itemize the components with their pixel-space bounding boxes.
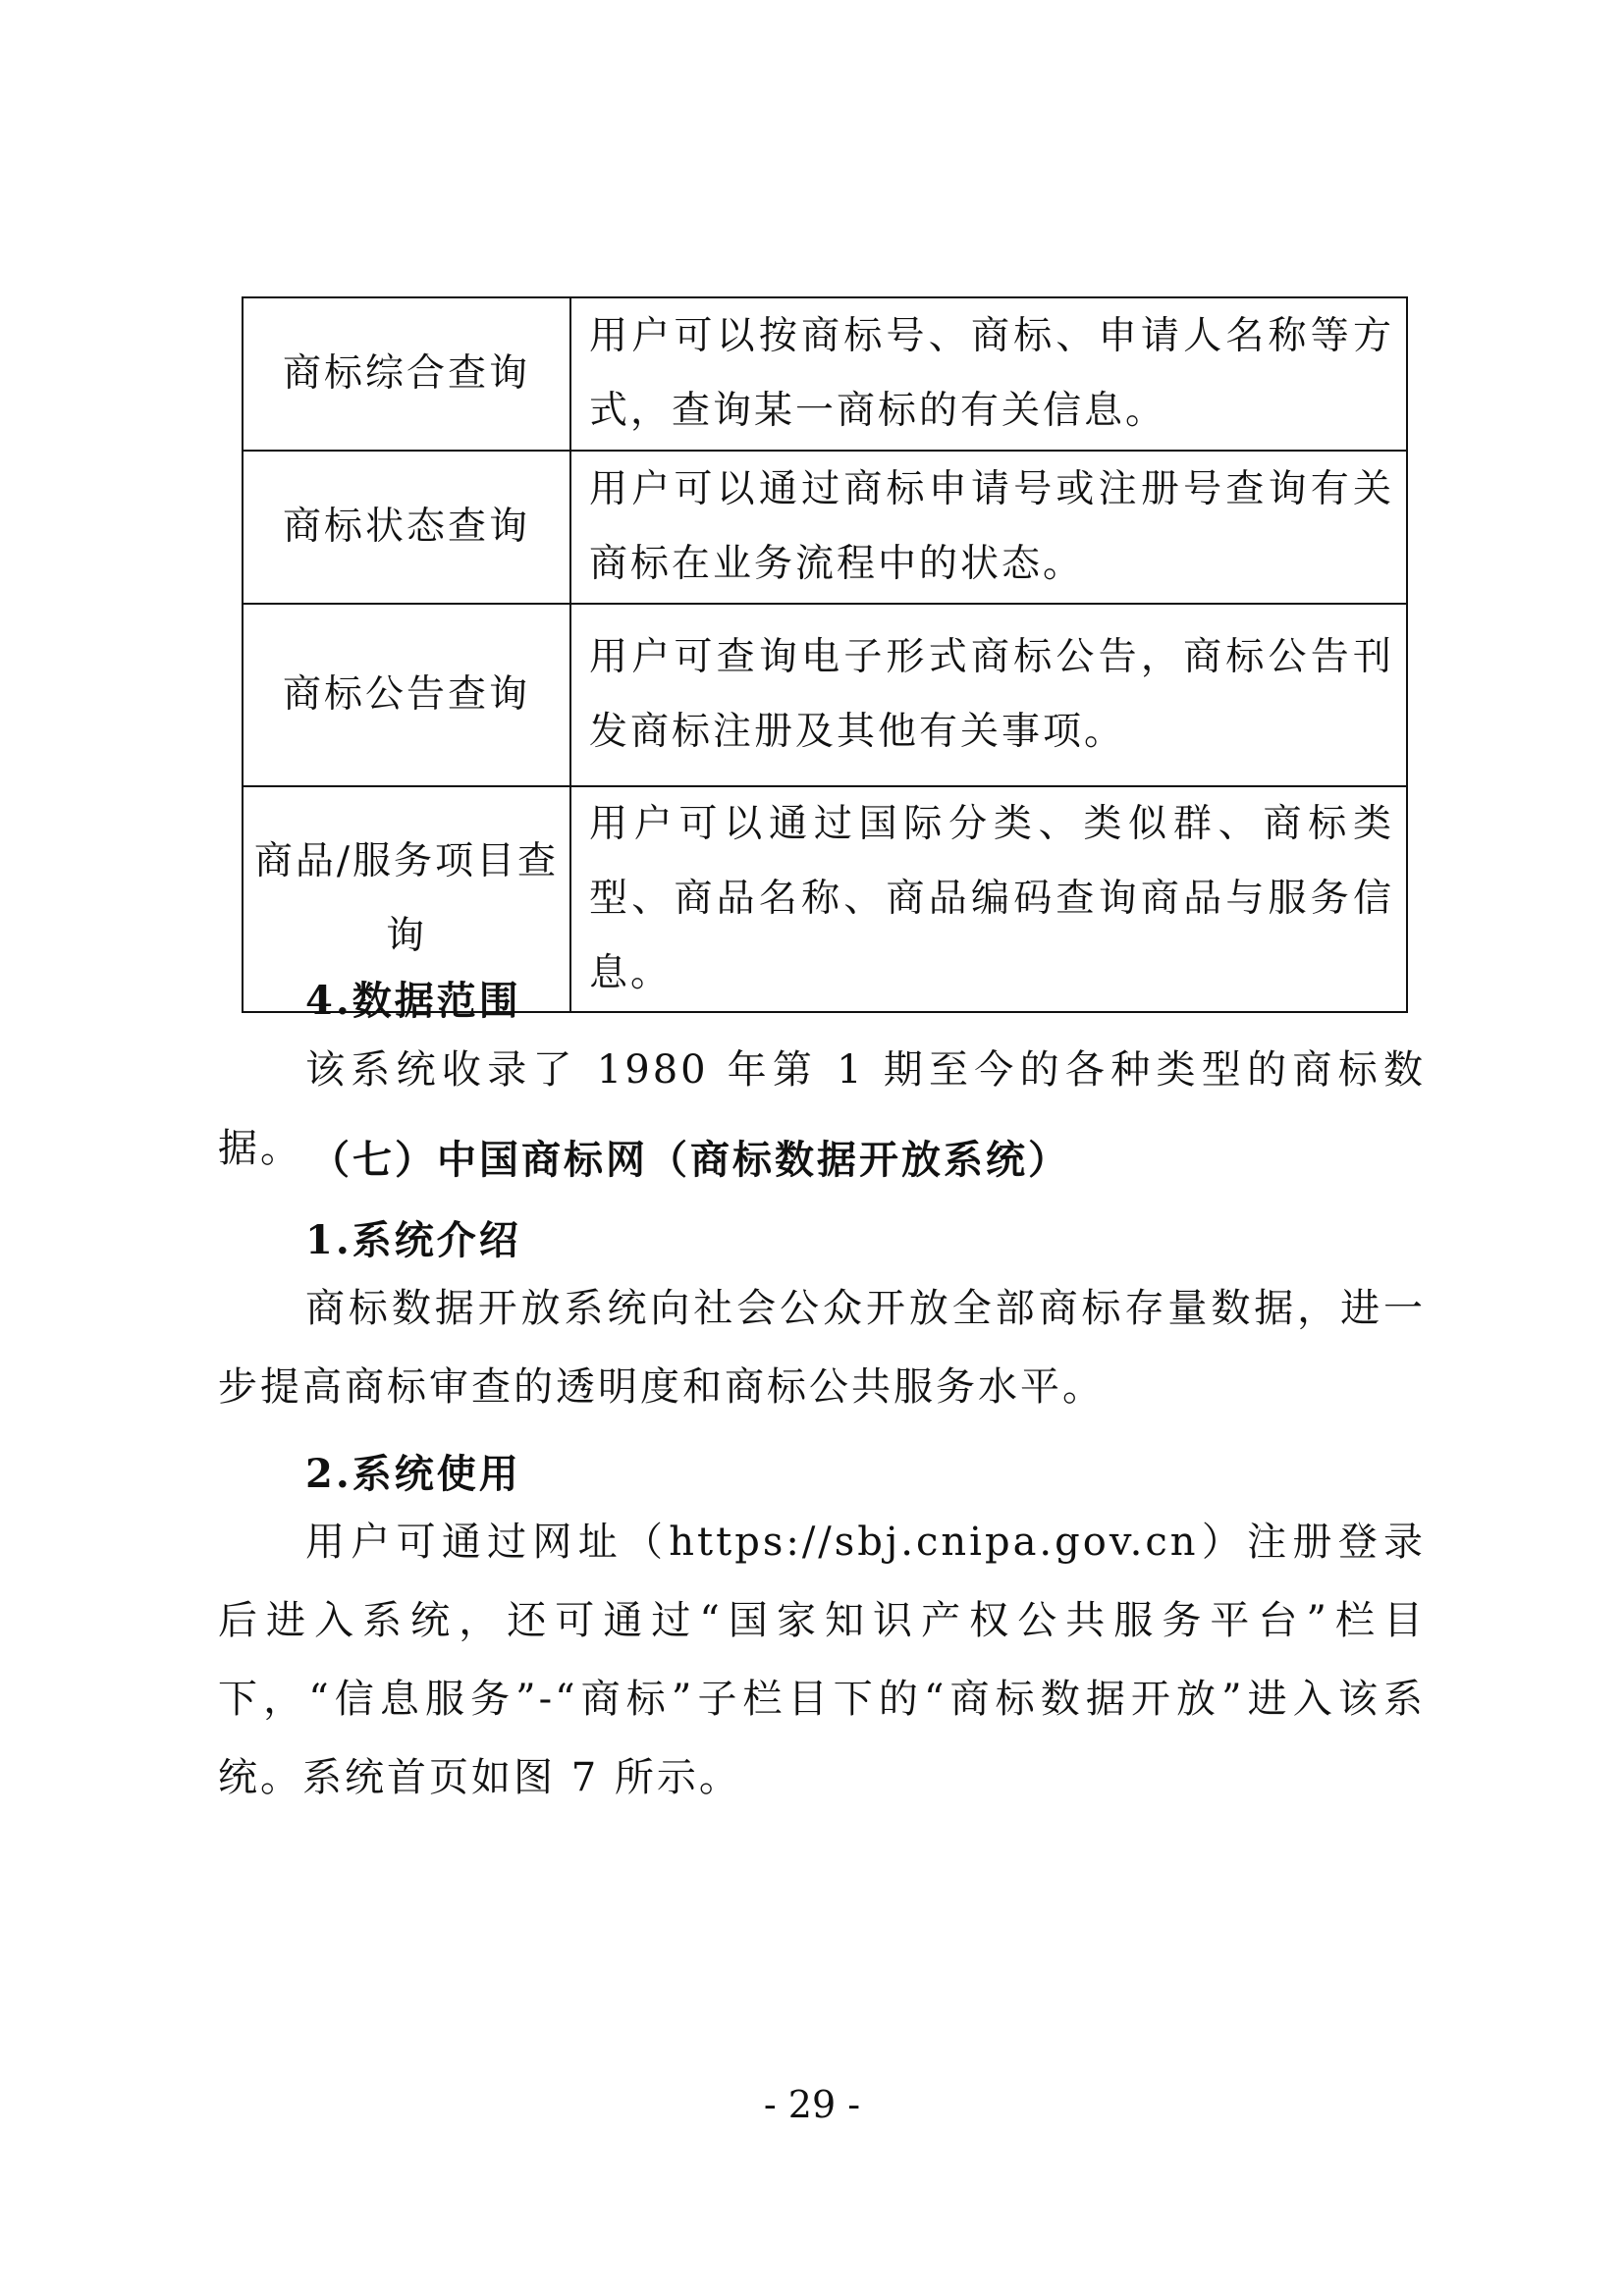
section-seven-heading: （七）中国商标网（商标数据开放系统）: [310, 1137, 1070, 1183]
table-cell-function-name: 商标综合查询: [243, 297, 570, 451]
data-range-heading: 4.数据范围: [305, 978, 521, 1024]
table-cell-function-description: 用户可以按商标号、商标、申请人名称等方式，查询某一商标的有关信息。: [570, 297, 1407, 451]
query-functions-table: [242, 296, 1408, 1013]
table-cell-function-description: 用户可查询电子形式商标公告，商标公告刊发商标注册及其他有关事项。: [570, 604, 1407, 786]
table-cell-function-name: 商标状态查询: [243, 451, 570, 604]
data-range-paragraph: 该系统收录了 1980 年第 1 期至今的各种类型的商标数据。: [218, 1047, 1426, 1171]
table-cell-function-description: 用户可以通过国际分类、类似群、商标类型、商品名称、商品编码查询商品与服务信息。: [570, 786, 1407, 1012]
table-cell-function-description: 用户可以通过商标申请号或注册号查询有关商标在业务流程中的状态。: [570, 451, 1407, 604]
system-usage-heading: 2.系统使用: [305, 1451, 521, 1497]
system-intro-paragraph: 商标数据开放系统向社会公众开放全部商标存量数据，进一步提高商标审查的透明度和商标公共服务水平。: [218, 1286, 1426, 1410]
table-row: [243, 604, 1407, 786]
table-row: [243, 297, 1407, 451]
system-usage-paragraph: 用户可通过网址（https://sbj.cnipa.gov.cn）注册登录后进入系统，还可通过“国家知识产权公共服务平台”栏目下，“信息服务”-“商标”子栏目下的“商标数据开放”进入该系统。系统首页如图 7 所示。: [218, 1520, 1426, 1800]
system-intro-heading: 1.系统介绍: [305, 1217, 521, 1263]
table-cell-function-name: 商品/服务项目查询: [243, 786, 570, 1012]
table-row: [243, 451, 1407, 604]
page-number: - 29 -: [763, 2083, 861, 2126]
table-cell-function-name: 商标公告查询: [243, 604, 570, 786]
